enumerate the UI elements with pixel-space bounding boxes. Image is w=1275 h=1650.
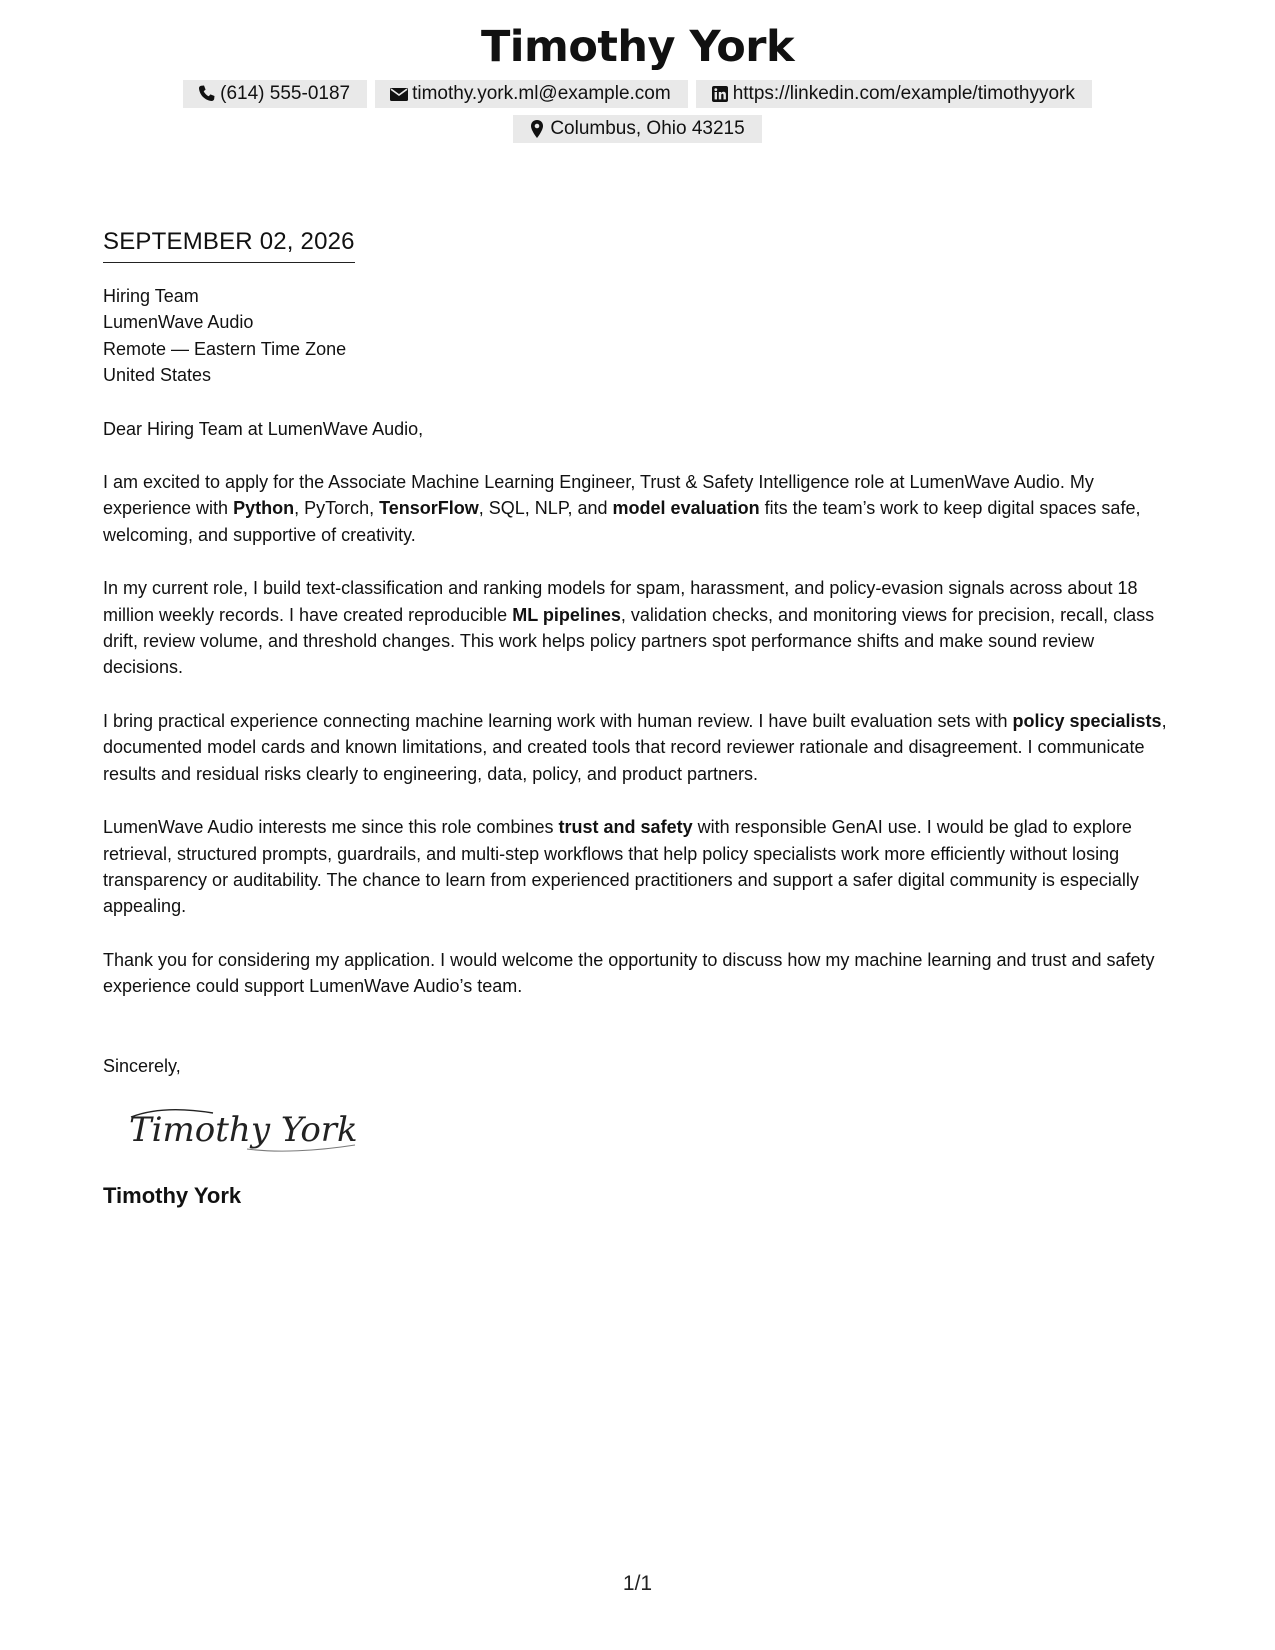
- recipient-line: United States: [103, 365, 212, 386]
- salutation: Dear Hiring Team at LumenWave Audio,: [103, 418, 424, 439]
- recipient-block: [103, 283, 1178, 389]
- recipient-line: LumenWave Audio: [103, 312, 254, 333]
- paragraph-text: , validation checks, and monitoring views for precision, recall, class drift, review volume, and threshold changes. This work helps policy partners spot performance shifts and make sound review decisions.: [103, 604, 1155, 678]
- paragraph-thanks: Thank you for considering my application. I would welcome the opportunity to discuss how my machine learning and trust and safety experience could support LumenWave Audio’s team.: [103, 949, 1155, 997]
- phone-icon: [197, 84, 217, 104]
- highlight-skill: ML pipelines: [512, 604, 621, 625]
- linkedin-chip[interactable]: [696, 80, 1092, 108]
- recipient-line: Hiring Team: [103, 286, 199, 306]
- paragraph-text: with responsible GenAI use. I would be glad to explore retrieval, structured prompts, guardrails, and multi-step workflows that help policy specialists work more efficiently without losing transparency or auditability. The chance to learn from experienced practitioners and support a safer digital community is especially appealing.: [103, 817, 1139, 917]
- paragraph-intro: [103, 469, 1178, 548]
- phone-chip[interactable]: [183, 80, 367, 108]
- email-chip[interactable]: [375, 80, 688, 108]
- paragraph-text: , documented model cards and known limitations, and created tools that record reviewer rationale and disagreement. I communicate results and residual risks clearly to engineering, data, policy, and product partners.: [103, 710, 1167, 784]
- letter-header: [0, 20, 1275, 143]
- paragraph-text: fits the team’s work to keep digital spaces safe, welcoming, and supportive of creativity.: [103, 498, 1141, 545]
- signer-name: Timothy York: [103, 1182, 242, 1208]
- paragraph-text: LumenWave Audio interests me since this role combines: [103, 817, 559, 838]
- linkedin-icon: [710, 84, 730, 104]
- paragraph-text: I bring practical experience connecting machine learning work with human review. I have built evaluation sets with: [103, 710, 1013, 731]
- letter-body: [103, 228, 1178, 1209]
- paragraph-text: , PyTorch,: [294, 498, 380, 519]
- linkedin-text: https://linkedin.com/example/timothyyork: [732, 83, 1075, 104]
- location-chip: [513, 115, 761, 143]
- paragraph-text: , SQL, NLP, and: [478, 498, 613, 519]
- email-text: timothy.york.ml@example.com: [412, 83, 671, 104]
- paragraph-human-review: [103, 708, 1178, 787]
- highlight-skill: TensorFlow: [379, 498, 479, 519]
- applicant-name: Timothy York: [480, 22, 795, 72]
- envelope-icon: [389, 84, 409, 104]
- closing: Sincerely,: [103, 1055, 181, 1076]
- map-pin-icon: [527, 119, 547, 139]
- location-text: Columbus, Ohio 43215: [550, 118, 745, 139]
- paragraph-text: In my current role, I build text-classification and ranking models for spam, harassment, and policy-evasion signals across about 18 million weekly records. I have created reproducible: [103, 578, 1138, 625]
- paragraph-text: I am excited to apply for the Associate Machine Learning Engineer, Trust & Safety Intelligence role at LumenWave Audio. My experience with: [103, 472, 1094, 519]
- paragraph-motivation: [103, 814, 1178, 920]
- highlight-skill: policy specialists: [1012, 710, 1162, 731]
- contact-row: [0, 80, 1275, 108]
- highlight-skill: trust and safety: [558, 817, 693, 838]
- recipient-line: Remote — Eastern Time Zone: [103, 338, 347, 359]
- contact-row-location: [0, 115, 1275, 143]
- paragraph-current-role: [103, 575, 1178, 681]
- highlight-skill: Python: [233, 498, 295, 519]
- handwritten-signature: [127, 1101, 1178, 1159]
- highlight-skill: model evaluation: [612, 498, 760, 519]
- phone-text: (614) 555-0187: [220, 83, 351, 104]
- letter-date: SEPTEMBER 02, 2026: [103, 228, 355, 263]
- page-indicator: 1/1: [622, 1572, 653, 1595]
- signature-script: Timothy York: [129, 1109, 358, 1150]
